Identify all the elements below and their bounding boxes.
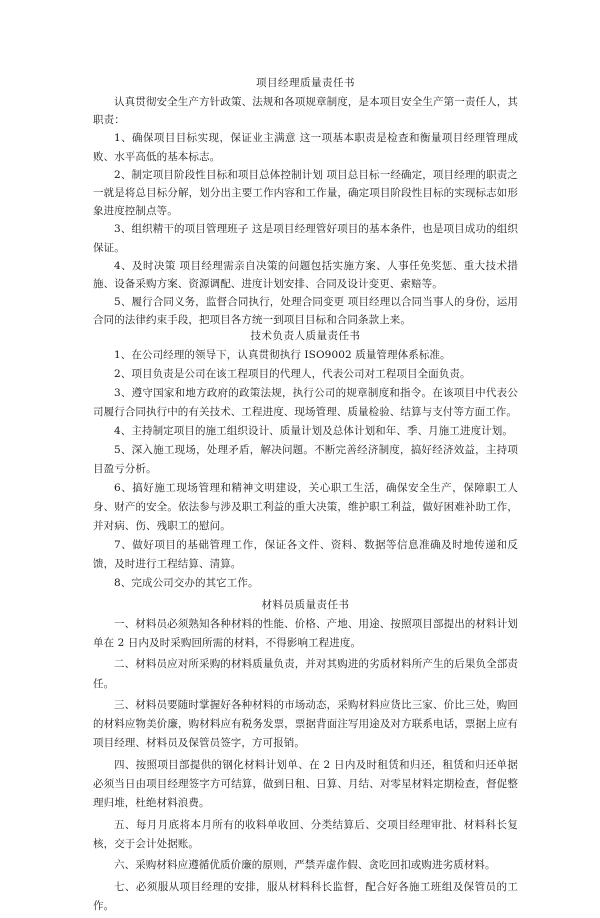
paragraph: 3、组织精干的项目管理班子 这是项目经理管好项目的基本条件，也是项目成功的组织保证。 [93,223,518,254]
section-title: 项目经理质量责任书 [256,77,355,89]
paragraph: 5、深入施工现场，处理矛盾，解决问题。不断完善经济制度，搞好经济效益，主持项目盈亏分析。 [93,443,518,475]
paragraph: 1、在公司经理的领导下，认真贯彻执行 ISO9002 质量管理体系标准。 [114,348,451,361]
paragraph: 2、项目负责是公司在该工程项目的代理人，代表公司对工程项目全面负责。 [114,367,471,380]
paragraph: 6、搞好施工现场管理和精神文明建设，关心职工生活，确保安全生产，保障职工人身、财产的安全。依法参与涉及职工利益的重大决策，维护职工利益，做好困难补助工作，并对病、伤、残职工的慰问。 [93,481,518,532]
paragraph: 2、制定项目阶段性目标和项目总体控制计划 项目总目标一经确定，项目经理的职责之一就是将总目标分解，划分出主要工作内容和工作量，确定项目阶段性目标的实现标志如形象进度控制点等。 [93,168,518,218]
paragraph: 四、按照项目部提供的钢化材料计划单、在 2 日内及时租赁和归还，租赁和归还单据必须当日由项目经理签字方可结算，做到日租、日算、月结、对零星材料定期检查，督促整理归堆，杜绝材料浪费。 [93,758,518,810]
paragraph: 4、主持制定项目的施工组织设计、质量计划及总体计划和年、季、月施工进度计划。 [114,424,513,437]
document-body [93,76,518,918]
section-material-clerk [93,598,518,916]
section-project-manager [93,76,518,330]
section-title: 技术负责人质量责任书 [250,329,361,342]
paragraph: 五、每月月底将本月所有的收料单收回、分类结算后、交项目经理审批、材料科长复核，交于会计处据账。 [93,818,518,850]
paragraph: 三、材料员要随时掌握好各种材料的市场动态，采购材料应货比三家、价比三处，购回的材料应物美价廉，购材料应有税务发票，票据背面注写用途及对方联系电话，票据上应有项目经理、材料员及保管员签字，方可报销。 [93,698,518,750]
paragraph: 4、及时决策 项目经理需亲自决策的问题包括实施方案、人事任免奖惩、重大技术措施、设备采购方案、资源调配、进度计划安排、合同及设计变更、索赔等。 [93,259,518,291]
paragraph: 7、做好项目的基础管理工作，保证各文件、资料、数据等信息准确及时地传递和反馈，及时进行工程结算、清算。 [93,538,518,570]
paragraph: 3、遵守国家和地方政府的政策法规，执行公司的规章制度和指令。在该项目中代表公司履行合同执行中的有关技术、工程进度、现场管理、质量检验、结算与支付等方面工作。 [93,386,518,418]
paragraph: 七、必须服从项目经理的安排，服从材料科长监督，配合好各施工班组及保管员的工作。 [93,880,518,912]
paragraph: 1、确保项目目标实现，保证业主满意 这一项基本职责是检查和衡量项目经理管理成败、水平高低的基本标志。 [93,132,518,163]
paragraph: 一、材料员必须熟知各种材料的性能、价格、产地、用途、按照项目部提出的材料计划单在 2 日内及时采购回所需的材料，不得影响工程进度。 [93,617,518,649]
paragraph: 8、完成公司交办的其它工作。 [114,576,259,589]
section-technical-lead [93,329,518,593]
paragraph: 认真贯彻安全生产方针政策、法规和各项规章制度，是本项目安全生产第一责任人，其职责： [93,96,518,127]
paragraph: 二、材料员应对所采购的材料质量负责，并对其购进的劣质材料所产生的后果负全部责任。 [93,658,518,690]
paragraph: 5、履行合同义务，监督合同执行，处理合同变更 项目经理以合同当事人的身份，运用合同的法律约束手段，把项目各方统一到项目目标和合同条款上来。 [93,296,518,327]
section-title: 材料员质量责任书 [261,598,350,611]
paragraph: 六、采购材料应遵循优质价廉的原则，严禁弄虚作假、贪吃回扣或购进劣质材料。 [114,859,496,872]
